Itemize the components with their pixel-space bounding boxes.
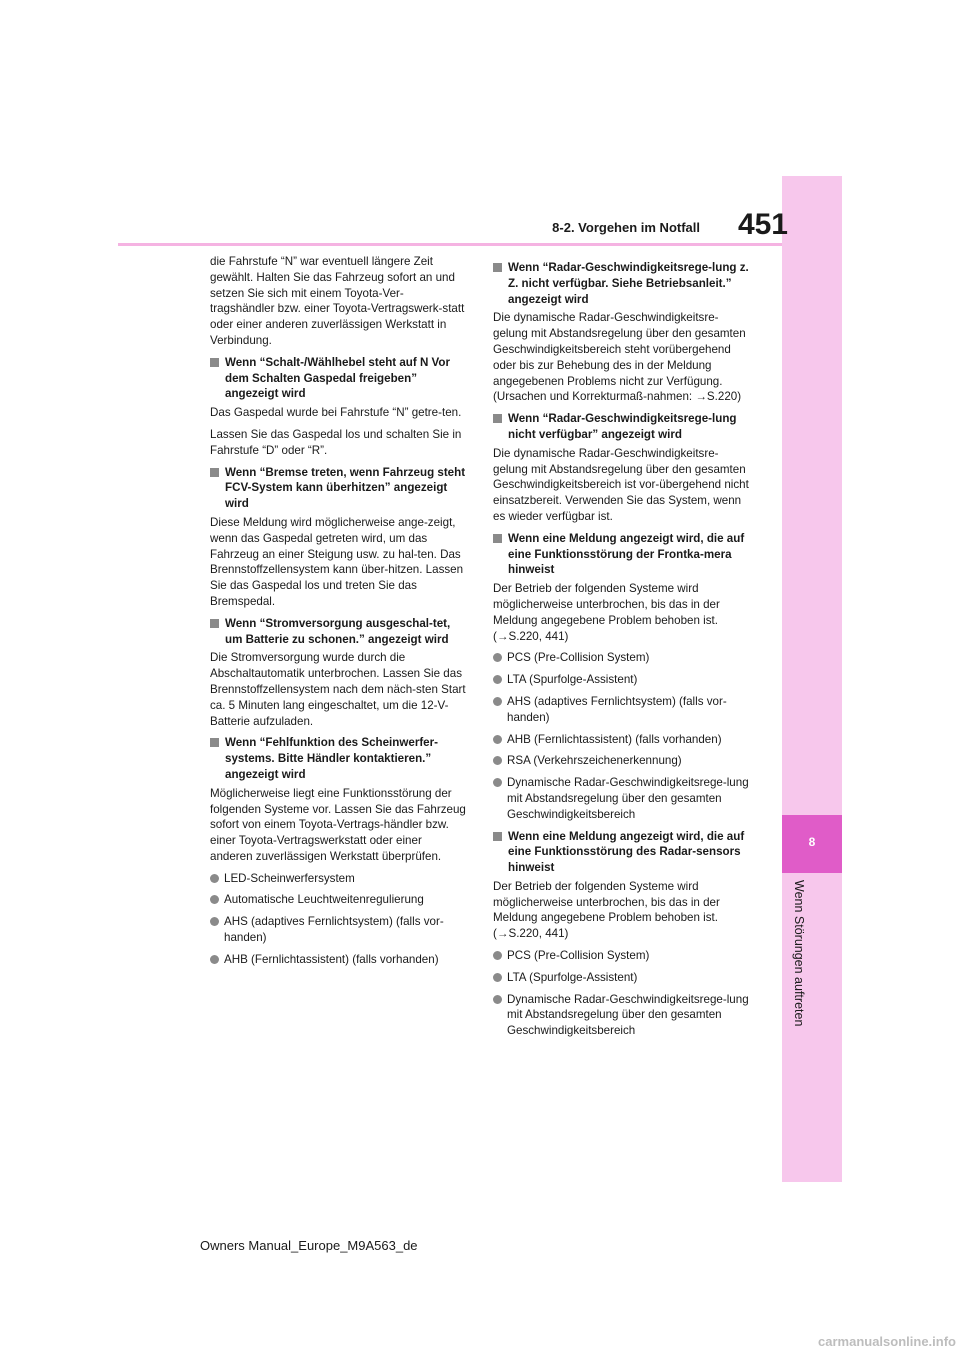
bullet-item: [493, 753, 749, 769]
section-heading-text: Wenn eine Meldung angezeigt wird, die auf eine Funktionsstörung des Radar-sensors hinweist: [508, 829, 745, 875]
right-column: [493, 254, 749, 1045]
square-bullet-icon: [493, 414, 502, 423]
bullet-text: RSA (Verkehrszeichenerkennung): [507, 754, 682, 768]
left-sections: [210, 355, 466, 968]
intro-paragraph: die Fahrstufe “N” war eventuell längere Zeit gewählt. Halten Sie das Fahrzeug sofort an und setzen Sie sich mit einem Toyota-Ver-tragshändler bzw. einer Toyota-Vertragswerk-statt oder einer anderen zuverlässigen Werkstatt in Verbindung.: [210, 255, 465, 347]
body-paragraph: Die Stromversorgung wurde durch die Abschaltautomatik unterbrochen. Lassen Sie das Brennstoffzellensystem nach dem näch-sten Start ca. 5 Minuten lang eingeschaltet, um die 12-V-Batterie aufzuladen.: [210, 651, 466, 728]
bullet-text: Automatische Leuchtweitenregulierung: [224, 893, 424, 907]
section-heading: [493, 531, 749, 578]
bullet-item: [493, 694, 749, 726]
footer-document-id: Owners Manual_Europe_M9A563_de: [200, 1238, 418, 1253]
bullet-item: [210, 892, 466, 908]
bullet-item: [493, 732, 749, 748]
body-paragraph: Die dynamische Radar-Geschwindigkeitsre-gelung mit Abstandsregelung über den gesamten Geschwindigkeitsbereich steht vorübergehend oder bis zur Behebung des in der Meldung angegebenen Problems nicht zur Verfügung. (Ursachen und Korrekturmaß-nahmen: →S.220): [493, 311, 746, 404]
round-bullet-icon: [493, 697, 502, 706]
round-bullet-icon: [493, 951, 502, 960]
section-heading-text: Wenn “Radar-Geschwindigkeitsrege-lung nicht verfügbar” angezeigt wird: [508, 412, 737, 441]
bullet-item: [493, 672, 749, 688]
square-bullet-icon: [210, 358, 219, 367]
square-bullet-icon: [210, 619, 219, 628]
body-paragraph: Lassen Sie das Gaspedal los und schalten Sie in Fahrstufe “D” oder “R”.: [210, 427, 462, 457]
bullet-item: [210, 914, 466, 946]
chapter-title-vertical: Wenn Störungen auftreten: [792, 880, 806, 1027]
square-bullet-icon: [493, 263, 502, 272]
round-bullet-icon: [493, 653, 502, 662]
bullet-text: AHB (Fernlichtassistent) (falls vorhanden): [507, 732, 722, 746]
round-bullet-icon: [493, 778, 502, 787]
round-bullet-icon: [493, 756, 502, 765]
chapter-tab: [782, 815, 842, 873]
left-column: [210, 254, 466, 974]
chapter-number: 8: [808, 835, 816, 849]
round-bullet-icon: [493, 675, 502, 684]
round-bullet-icon: [493, 735, 502, 744]
bullet-text: AHS (adaptives Fernlichtsystem) (falls vor-handen): [224, 915, 444, 945]
bullet-item: [493, 650, 749, 666]
round-bullet-icon: [210, 895, 219, 904]
bullet-text: AHB (Fernlichtassistent) (falls vorhanden): [224, 952, 439, 966]
bullet-text: LTA (Spurfolge-Assistent): [507, 673, 638, 687]
bullet-text: PCS (Pre-Collision System): [507, 651, 650, 665]
section-heading-text: Wenn “Bremse treten, wenn Fahrzeug steht FCV-System kann überhitzen” angezeigt wird: [225, 465, 466, 511]
square-bullet-icon: [493, 832, 502, 841]
section-heading-text: Wenn “Fehlfunktion des Scheinwerfer-systems. Bitte Händler kontaktieren.” angezeigt wird: [225, 736, 439, 781]
bullet-text: Dynamische Radar-Geschwindigkeitsrege-lung mit Abstandsregelung über den gesamten Geschwindigkeitsbereich: [507, 776, 749, 821]
body-paragraph: Möglicherweise liegt eine Funktionsstörung der folgenden Systeme vor. Lassen Sie das Fahrzeug sofort von einem Toyota-Vertrags-händler bzw. einer Toyota-Vertragswerkstatt oder einer anderen zuverlässigen Werkstatt überprüfen.: [210, 786, 466, 863]
bullet-item: [493, 775, 749, 822]
square-bullet-icon: [210, 738, 219, 747]
bullet-item: [493, 948, 749, 964]
body-paragraph: Die dynamische Radar-Geschwindigkeitsre-gelung mit Abstandsregelung über den gesamten Geschwindigkeitsbereich ist vor-übergehend nicht einsatzbereit. Verwenden Sie das System, wenn es wieder verfügbar ist.: [493, 446, 749, 523]
section-title: 8-2. Vorgehen im Notfall: [552, 220, 700, 235]
section-heading-text: Wenn eine Meldung angezeigt wird, die auf eine Funktionsstörung der Frontka-mera hinweist: [508, 531, 745, 577]
square-bullet-icon: [493, 534, 502, 543]
watermark: carmanualsonline.info: [818, 1334, 956, 1349]
section-heading: [210, 735, 466, 782]
section-heading: [493, 260, 749, 307]
bullet-item: [493, 992, 749, 1039]
body-paragraph: Das Gaspedal wurde bei Fahrstufe “N” getre-ten.: [210, 406, 462, 420]
section-heading: [210, 616, 466, 648]
bullet-item: [493, 970, 749, 986]
bullet-text: AHS (adaptives Fernlichtsystem) (falls vor-handen): [507, 694, 727, 724]
bullet-text: PCS (Pre-Collision System): [507, 949, 650, 963]
round-bullet-icon: [493, 995, 502, 1004]
round-bullet-icon: [493, 973, 502, 982]
section-heading: [210, 355, 466, 402]
body-paragraph: Der Betrieb der folgenden Systeme wird möglicherweise unterbrochen, bis das in der Meldung angegebene Problem behoben ist. (→S.220, 441): [493, 582, 720, 643]
round-bullet-icon: [210, 955, 219, 964]
page-number: 451: [737, 208, 788, 241]
section-heading: [210, 465, 466, 512]
header-divider: [118, 243, 782, 246]
section-heading-text: Wenn “Schalt-/Wählhebel steht auf N Vor dem Schalten Gaspedal freigeben” angezeigt wird: [225, 355, 451, 401]
bullet-text: Dynamische Radar-Geschwindigkeitsrege-lung mit Abstandsregelung über den gesamten Geschwindigkeitsbereich: [507, 992, 749, 1038]
bullet-text: LED-Scheinwerfersystem: [224, 871, 355, 885]
bullet-item: [210, 871, 466, 887]
section-heading-text: Wenn “Radar-Geschwindigkeitsrege-lung z. Z. nicht verfügbar. Siehe Betriebsanleit.” angezeigt wird: [508, 261, 749, 306]
square-bullet-icon: [210, 468, 219, 477]
round-bullet-icon: [210, 917, 219, 926]
bullet-item: [210, 952, 466, 968]
section-heading-text: Wenn “Stromversorgung ausgeschal-tet, um Batterie zu schonen.” angezeigt wird: [225, 616, 451, 646]
bullet-text: LTA (Spurfolge-Assistent): [507, 970, 638, 984]
round-bullet-icon: [210, 874, 219, 883]
section-heading: [493, 411, 749, 443]
body-paragraph: Der Betrieb der folgenden Systeme wird möglicherweise unterbrochen, bis das in der Meldung angegebene Problem behoben ist. (→S.220, 441): [493, 879, 720, 941]
section-heading: [493, 829, 749, 876]
body-paragraph: Diese Meldung wird möglicherweise ange-zeigt, wenn das Gaspedal getreten wird, um das Fahrzeug an einer Steigung usw. zu hal-ten. Das Brennstoffzellensystem kann über-hitzen. Lassen Sie das Gaspedal los und treten Sie das Bremspedal.: [210, 515, 464, 608]
right-sections: [493, 260, 749, 1039]
